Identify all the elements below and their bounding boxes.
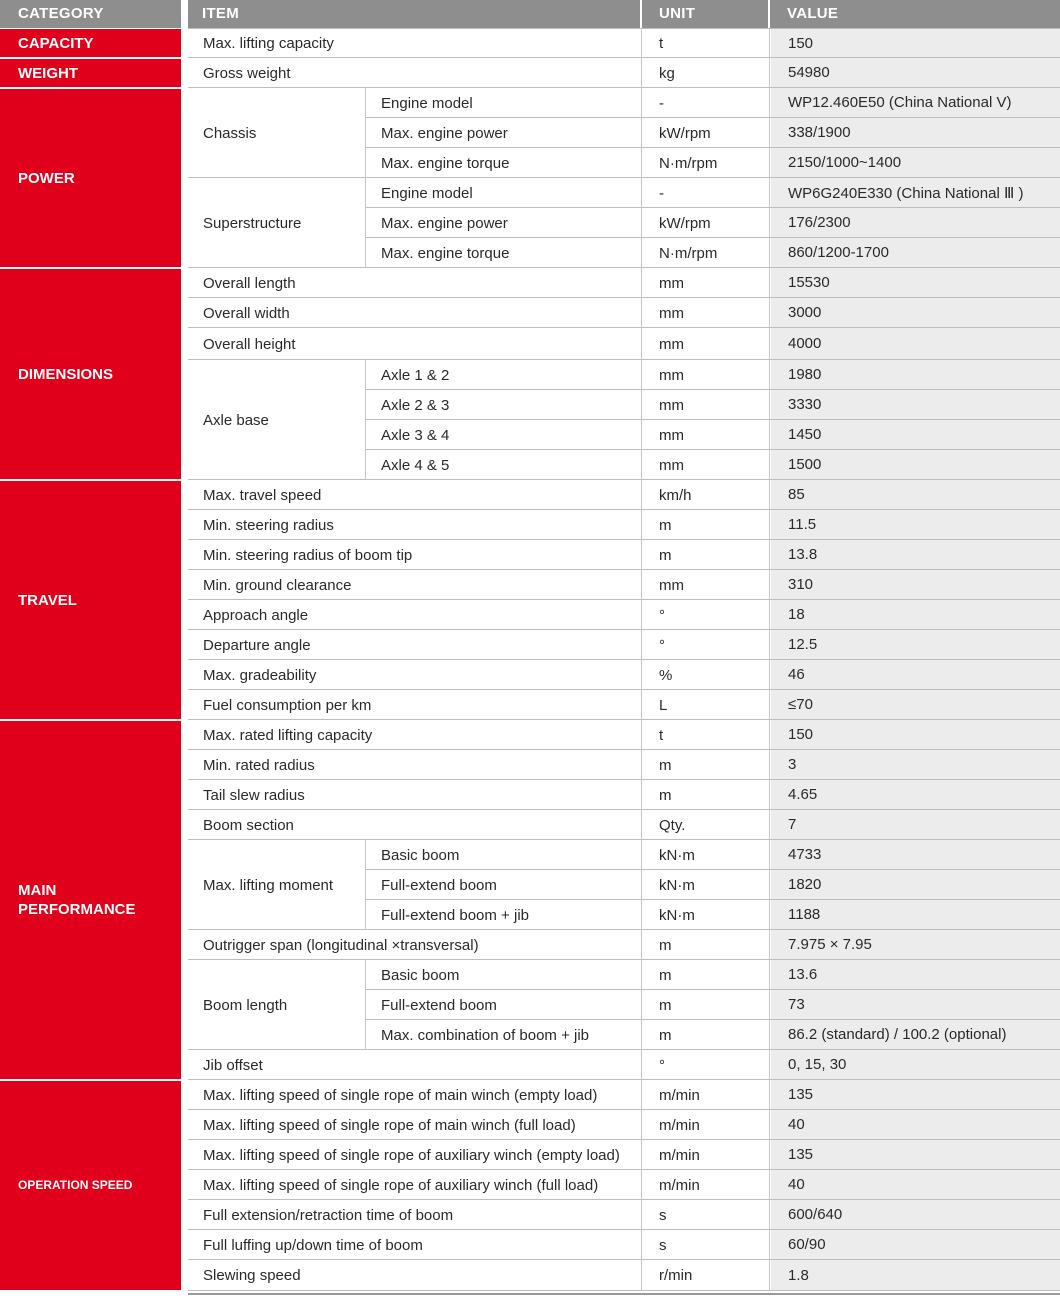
row-unit: s [659,1236,667,1254]
row-unit: r/min [659,1267,693,1284]
category-label: DIMENSIONS [18,365,114,383]
row-item: Full-extend boom [381,876,497,894]
row-divider [188,359,1060,360]
row-value: 7.975 × 7.95 [771,930,1060,959]
row-unit: - [659,94,664,112]
row-value: 7 [771,810,1060,839]
row-divider [188,1259,1060,1260]
row-value: 60/90 [771,1230,1060,1259]
row-item: Tail slew radius [203,786,305,804]
group-label: Max. lifting moment [203,876,334,894]
table-bottom-rule [188,1293,1060,1295]
header-category: CATEGORY [0,0,181,28]
row-item: Max. engine torque [381,244,510,262]
category-cell [0,89,181,267]
row-unit: ° [659,636,665,654]
row-unit: mm [659,396,684,414]
row-item: Min. steering radius [203,516,334,534]
row-unit: m [659,756,672,774]
category-label: WEIGHT [18,64,78,82]
row-item: Approach angle [203,606,309,624]
row-item: Overall width [203,304,290,322]
row-divider [188,57,1060,58]
category-label: MAIN PERFORMANCE [18,882,136,918]
row-value: 4733 [771,840,1060,869]
row-value: 1820 [771,870,1060,899]
row-divider [188,689,1060,690]
category-label: POWER [18,169,75,187]
row-divider [188,569,1060,570]
col-divider-sub [365,960,366,1050]
row-unit: m [659,966,672,984]
row-unit: km/h [659,486,692,504]
row-value: WP12.460E50 (China National V) [771,88,1060,117]
row-divider [366,147,1060,148]
row-divider [188,749,1060,750]
row-divider [188,87,1060,88]
row-value: 1980 [771,360,1060,389]
row-divider [188,1290,1060,1291]
row-divider [188,1049,1060,1050]
row-unit: N·m/rpm [659,244,718,262]
row-value: 0, 15, 30 [771,1050,1060,1079]
row-item: Axle 2 & 3 [381,396,450,414]
row-unit: kN·m [659,876,695,894]
row-value: 3000 [771,298,1060,327]
row-item: Min. rated radius [203,756,315,774]
row-divider [188,1229,1060,1230]
row-divider [188,177,1060,178]
row-value: 4.65 [771,780,1060,809]
row-divider [366,117,1060,118]
row-unit: t [659,726,664,744]
row-value: 310 [771,570,1060,599]
category-cell [0,269,181,479]
row-unit: N·m/rpm [659,154,718,172]
row-item: Full-extend boom [381,996,497,1014]
row-divider [188,959,1060,960]
col-divider-unit [641,29,642,1291]
row-value: 150 [771,720,1060,749]
category-cell [0,59,181,87]
row-divider [188,1109,1060,1110]
row-divider [188,839,1060,840]
group-label: Chassis [203,124,257,142]
row-unit: m [659,546,672,564]
row-divider [188,267,1060,268]
row-divider [188,327,1060,328]
row-value: 85 [771,480,1060,509]
row-divider [188,719,1060,720]
row-value: 46 [771,660,1060,689]
row-value: 11.5 [771,510,1060,539]
header-divider [188,28,1060,29]
row-item: Engine model [381,94,473,112]
row-value: 40 [771,1170,1060,1199]
row-value: 1500 [771,450,1060,479]
row-item: Max. lifting speed of single rope of main winch (empty load) [203,1086,598,1104]
row-divider [188,929,1060,930]
row-value: 18 [771,600,1060,629]
row-divider [366,207,1060,208]
group-label: Boom length [203,996,288,1014]
row-item: Max. combination of boom + jib [381,1026,590,1044]
category-label: TRAVEL [18,591,77,609]
row-divider [188,599,1060,600]
row-unit: mm [659,335,684,353]
row-item: Engine model [381,184,473,202]
row-unit: - [659,184,664,202]
row-value: 860/1200-1700 [771,238,1060,267]
row-item: Min. steering radius of boom tip [203,546,413,564]
row-item: Min. ground clearance [203,576,352,594]
row-unit: m [659,786,672,804]
row-item: Full extension/retraction time of boom [203,1206,454,1224]
row-item: Max. engine power [381,214,508,232]
category-cell [0,1081,181,1290]
row-divider [188,297,1060,298]
row-value: 176/2300 [771,208,1060,237]
row-item: Full-extend boom + jib [381,906,529,924]
header-item: ITEM [188,0,640,28]
row-divider [366,1019,1060,1020]
row-unit: ° [659,606,665,624]
row-item: Axle 4 & 5 [381,456,450,474]
row-unit: m/min [659,1176,700,1194]
row-unit: m/min [659,1116,700,1134]
row-item: Overall length [203,274,296,292]
row-divider [366,989,1060,990]
row-divider [188,1079,1060,1080]
row-divider [188,659,1060,660]
row-unit: mm [659,456,684,474]
row-divider [188,479,1060,480]
row-value: 2150/1000~1400 [771,148,1060,177]
col-divider-sub [365,360,366,480]
row-unit: m/min [659,1146,700,1164]
row-unit: mm [659,576,684,594]
row-divider [188,1169,1060,1170]
row-item: Max. travel speed [203,486,322,504]
row-unit: ° [659,1056,665,1074]
row-value: 4000 [771,328,1060,359]
category-label: CAPACITY [18,34,94,52]
row-unit: kN·m [659,846,695,864]
row-unit: Qty. [659,816,686,834]
row-unit: mm [659,426,684,444]
row-divider [188,809,1060,810]
row-unit: % [659,666,673,684]
row-value: 150 [771,29,1060,57]
col-divider-sub [365,840,366,930]
row-unit: t [659,35,664,52]
row-divider [366,389,1060,390]
row-item: Fuel consumption per km [203,696,372,714]
category-cell [0,29,181,57]
header-unit: UNIT [642,0,768,28]
group-label: Superstructure [203,214,302,232]
row-divider [366,237,1060,238]
col-divider-sub [365,178,366,268]
row-item: Max. engine power [381,124,508,142]
row-value: 3 [771,750,1060,779]
row-unit: s [659,1206,667,1224]
row-unit: kW/rpm [659,124,711,142]
row-divider [188,629,1060,630]
row-divider [366,869,1060,870]
category-cell [0,481,181,719]
row-value: 600/640 [771,1200,1060,1229]
row-unit: m/min [659,1086,700,1104]
row-unit: kW/rpm [659,214,711,232]
row-value: 13.8 [771,540,1060,569]
row-value: 40 [771,1110,1060,1139]
row-item: Full luffing up/down time of boom [203,1236,423,1254]
row-unit: m [659,1026,672,1044]
row-item: Basic boom [381,846,460,864]
row-value: ≤70 [771,690,1060,719]
row-item: Basic boom [381,966,460,984]
row-item: Max. gradeability [203,666,317,684]
row-divider [188,1199,1060,1200]
row-value: 135 [771,1140,1060,1169]
row-unit: mm [659,274,684,292]
row-value: 135 [771,1080,1060,1109]
row-divider [188,1139,1060,1140]
row-item: Jib offset [203,1056,263,1074]
col-divider-sub [365,88,366,178]
row-item: Overall height [203,335,296,353]
row-item: Max. lifting speed of single rope of auxiliary winch (empty load) [203,1146,620,1164]
row-item: Axle 3 & 4 [381,426,450,444]
row-item: Departure angle [203,636,311,654]
row-item: Max. engine torque [381,154,510,172]
category-cell [0,721,181,1079]
row-item: Max. lifting speed of single rope of main winch (full load) [203,1116,576,1134]
header-value: VALUE [770,0,1060,28]
row-item: Slewing speed [203,1267,301,1284]
row-divider [188,509,1060,510]
row-divider [366,899,1060,900]
group-label: Axle base [203,411,269,429]
row-value: 15530 [771,268,1060,297]
row-divider [188,779,1060,780]
row-item: Max. lifting speed of single rope of auxiliary winch (full load) [203,1176,599,1194]
row-unit: m [659,936,672,954]
row-divider [188,539,1060,540]
row-value: 1.8 [771,1260,1060,1290]
row-value: 338/1900 [771,118,1060,147]
row-item: Axle 1 & 2 [381,366,450,384]
row-unit: mm [659,304,684,322]
row-unit: L [659,696,668,714]
row-divider [366,449,1060,450]
row-item: Boom section [203,816,294,834]
row-value: 12.5 [771,630,1060,659]
row-unit: kN·m [659,906,695,924]
row-unit: m [659,516,672,534]
row-item: Outrigger span (longitudinal ×transversal) [203,936,479,954]
row-value: 1450 [771,420,1060,449]
row-item: Max. lifting capacity [203,35,334,52]
row-value: WP6G240E330 (China National Ⅲ ) [771,178,1060,207]
row-value: 13.6 [771,960,1060,989]
category-label: OPERATION SPEED [18,1178,133,1192]
row-item: Max. rated lifting capacity [203,726,373,744]
row-unit: m [659,996,672,1014]
row-divider [366,419,1060,420]
col-divider-value [769,29,770,1291]
row-unit: mm [659,366,684,384]
row-unit: kg [659,64,675,82]
row-item: Gross weight [203,64,291,82]
row-value: 73 [771,990,1060,1019]
row-value: 1188 [771,900,1060,929]
row-value: 86.2 (standard) / 100.2 (optional) [771,1020,1060,1049]
row-value: 3330 [771,390,1060,419]
row-value: 54980 [771,58,1060,87]
